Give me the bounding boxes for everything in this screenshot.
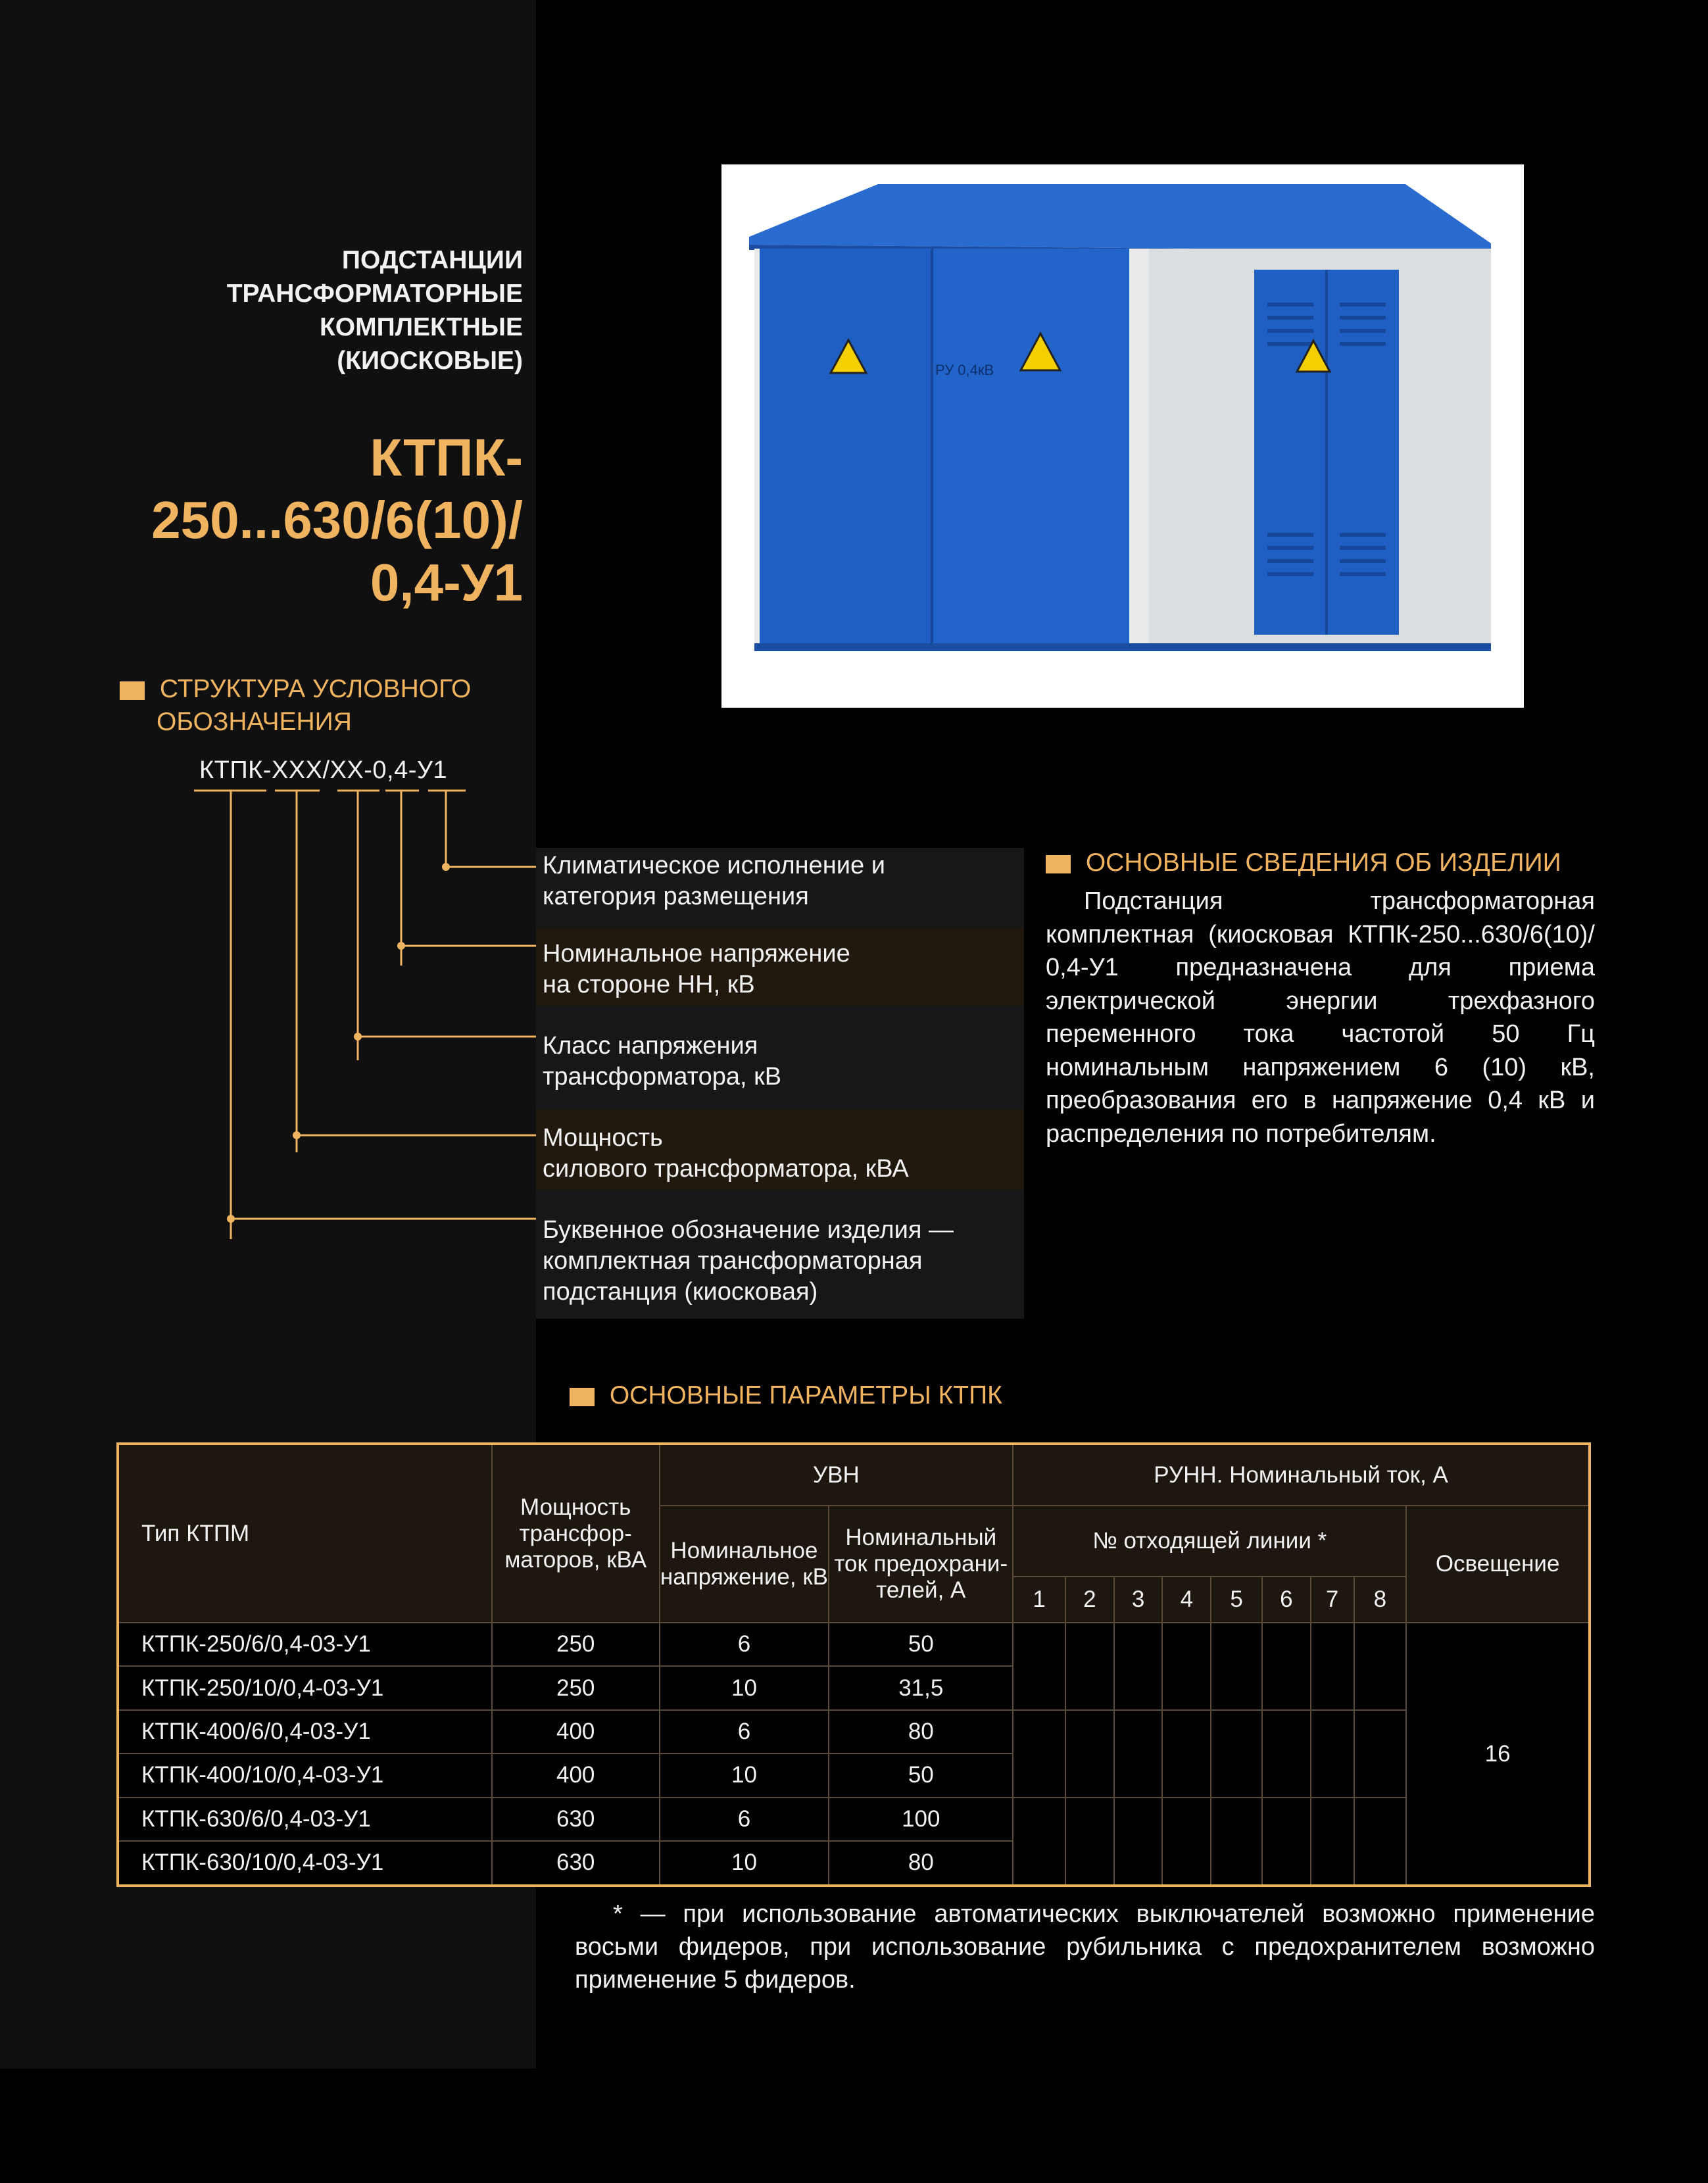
title-line: КОМПЛЕКТНЫЕ: [320, 313, 523, 341]
col-uvn-header: УВН: [660, 1444, 1013, 1506]
structure-row-line: силового трансформатора, кВА: [543, 1155, 909, 1183]
structure-row-line: Класс напряжения: [543, 1032, 758, 1060]
bullet-square-icon: [570, 1388, 595, 1406]
col-light-header: Освещение: [1406, 1506, 1590, 1623]
info-heading-label: ОСНОВНЫЕ СВЕДЕНИЯ ОБ ИЗДЕЛИИ: [1085, 848, 1561, 877]
cell-voltage: 6: [660, 1623, 829, 1666]
door-label: РУ 0,4кВ: [935, 362, 994, 378]
params-heading: [570, 1379, 1002, 1412]
col-power-header: Мощность трансфор-маторов, кВА: [492, 1444, 660, 1623]
structure-row-line: Буквенное обозначение изделия —: [543, 1216, 954, 1244]
cell-power: 250: [492, 1666, 660, 1709]
model-line: 250...630/6(10)/: [151, 491, 523, 549]
cell-power: 400: [492, 1710, 660, 1754]
structure-row-line: подстанция (киосковая): [543, 1278, 818, 1306]
code-part: У1: [416, 756, 448, 784]
title-line: ПОДСТАНЦИИ: [341, 246, 523, 274]
structure-row-line: комплектная трансформаторная: [543, 1247, 923, 1275]
table-row: [118, 1623, 1590, 1666]
col-lines-header: № отходящей линии *: [1013, 1506, 1406, 1577]
line-number: 6: [1262, 1577, 1311, 1623]
code-part: КТПК: [199, 756, 263, 784]
structure-row-line: трансформатора, кВ: [543, 1063, 782, 1091]
title-line: (КИОСКОВЫЕ): [337, 347, 523, 375]
cell-type: КТПК-250/6/0,4-03-У1: [118, 1623, 492, 1666]
code-part: -: [262, 756, 272, 784]
line-number: 1: [1013, 1577, 1065, 1623]
cell-power: 250: [492, 1623, 660, 1666]
col-voltage-header: Номинальное напряжение, кВ: [660, 1506, 829, 1623]
line-number: 3: [1114, 1577, 1163, 1623]
cell-light: 16: [1406, 1623, 1590, 1886]
line-number: 7: [1311, 1577, 1354, 1623]
line-number: 4: [1162, 1577, 1211, 1623]
code-part: ХХХ: [271, 756, 323, 784]
line-number: 8: [1354, 1577, 1407, 1623]
cell-type: КТПК-250/10/0,4-03-У1: [118, 1666, 492, 1709]
bullet-square-icon: [1046, 855, 1071, 873]
col-runn-header: РУНН. Номинальный ток, А: [1013, 1444, 1590, 1506]
cell-voltage: 6: [660, 1798, 829, 1841]
cell-current: 50: [829, 1754, 1013, 1797]
structure-row-line: Номинальное напряжение: [543, 940, 850, 968]
cell-current: 80: [829, 1710, 1013, 1754]
structure-heading-line: ОБОЗНАЧЕНИЯ: [157, 708, 352, 736]
title-line: ТРАНСФОРМАТОРНЫЕ: [226, 280, 523, 308]
line-number: 2: [1065, 1577, 1114, 1623]
cell-type: КТПК-400/6/0,4-03-У1: [118, 1710, 492, 1754]
code-part: -: [408, 756, 417, 784]
code-part: -: [364, 756, 373, 784]
col-current-header: Номинальный ток предохрани-телей, А: [829, 1506, 1013, 1623]
code-part: /: [322, 756, 330, 784]
structure-row-line: на стороне НН, кВ: [543, 971, 755, 998]
info-text: Подстанция трансформаторная комплектная (киосковая КТПК-250...630/6(10)/ 0,4-У1 предназначена для приема электрической энергии трехфазного переменного тока частотой 50 Гц номинальным напряжением 6 (10) кВ, преобразования его в напряжение 0,4 кВ и распределения по потребителям.: [1046, 887, 1595, 1148]
table-row: [118, 1710, 1590, 1754]
cell-type: КТПК-630/6/0,4-03-У1: [118, 1798, 492, 1841]
cell-power: 630: [492, 1841, 660, 1886]
structure-heading-line: СТРУКТУРА УСЛОВНОГО: [159, 675, 472, 703]
model-line: 0,4-У1: [370, 553, 523, 612]
table-row: [118, 1798, 1590, 1841]
structure-row-line: Климатическое исполнение и: [543, 852, 885, 879]
footnote: * — при использование автоматических выключателей возможно применение восьми фидеров, при использование рубильника с предохранителем возможно применение 5 фидеров.: [575, 1900, 1595, 1994]
cell-voltage: 6: [660, 1710, 829, 1754]
info-heading: [1046, 846, 1561, 879]
code-part: 0,4: [372, 756, 408, 784]
line-number: 5: [1211, 1577, 1262, 1623]
col-type-header: Тип КТПМ: [118, 1444, 492, 1623]
structure-row-line: Мощность: [543, 1124, 663, 1152]
cell-voltage: 10: [660, 1754, 829, 1797]
model-line: КТПК-: [370, 428, 523, 487]
structure-row-line: категория размещения: [543, 883, 809, 910]
cell-voltage: 10: [660, 1666, 829, 1709]
cell-type: КТПК-630/10/0,4-03-У1: [118, 1841, 492, 1886]
cell-power: 630: [492, 1798, 660, 1841]
params-table: [116, 1442, 1591, 1887]
cell-current: 50: [829, 1623, 1013, 1666]
cell-current: 100: [829, 1798, 1013, 1841]
cell-current: 31,5: [829, 1666, 1013, 1709]
code-part: ХХ: [329, 756, 364, 784]
cell-current: 80: [829, 1841, 1013, 1886]
cell-power: 400: [492, 1754, 660, 1797]
cell-voltage: 10: [660, 1841, 829, 1886]
params-heading-label: ОСНОВНЫЕ ПАРАМЕТРЫ КТПК: [609, 1381, 1002, 1410]
cell-type: КТПК-400/10/0,4-03-У1: [118, 1754, 492, 1797]
